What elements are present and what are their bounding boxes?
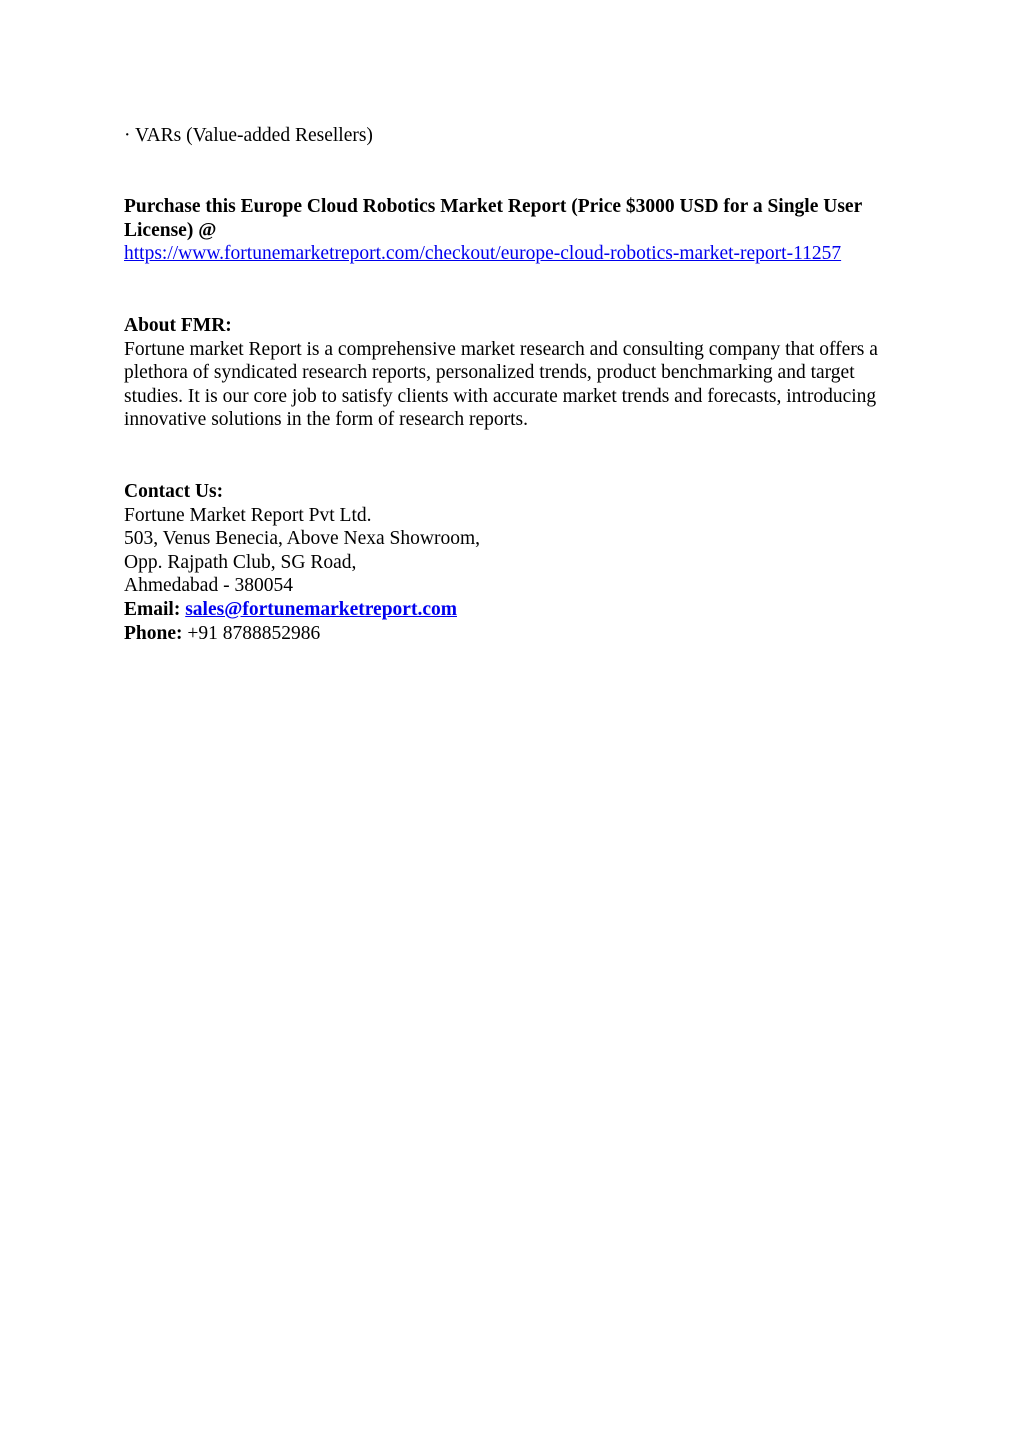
purchase-heading: Purchase this Europe Cloud Robotics Market Report (Price $3000 USD for a Single User License) @ [124,196,862,241]
about-section [124,314,904,432]
contact-heading: Contact Us: [124,481,224,502]
phone-label: Phone: [124,622,183,644]
phone-value: +91 8788852986 [187,622,321,644]
contact-section [124,480,904,645]
purchase-link[interactable]: https://www.fortunemarketreport.com/checkout/europe-cloud-robotics-market-report-11257 [124,243,842,265]
contact-address-line2: Opp. Rajpath Club, SG Road, [124,551,357,573]
purchase-section [124,195,904,266]
bullet-item-text: · VARs (Value-added Resellers) [124,125,373,146]
about-body: Fortune market Report is a comprehensive market research and consulting company that offers a plethora of syndicated research reports, personalized trends, product benchmarking and target studies. It is our core job to satisfy clients with accurate market trends and forecasts, introducing innovative solutions in the form of research reports. [124,338,878,431]
contact-phone-row [124,622,904,646]
email-link[interactable]: sales@fortunemarketreport.com [185,598,457,620]
about-heading: About FMR: [124,315,232,336]
contact-company: Fortune Market Report Pvt Ltd. [124,504,372,526]
email-label: Email: [124,598,181,620]
contact-address-line3: Ahmedabad - 380054 [124,575,293,597]
bullet-item [124,124,904,148]
contact-address-line1: 503, Venus Benecia, Above Nexa Showroom, [124,528,480,550]
contact-email-row [124,598,904,622]
